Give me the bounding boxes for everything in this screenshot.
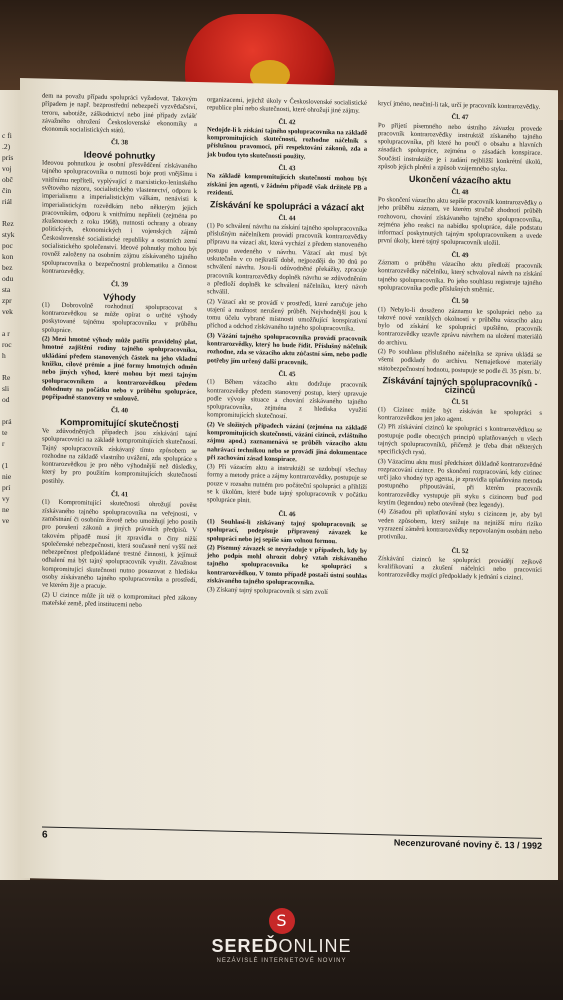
article-number: Čl. 47 xyxy=(451,114,469,122)
section-heading: Ideové pohnutky xyxy=(83,149,156,161)
paragraph: Po přijetí písemného nebo ústního závazku provede pracovník kontrarozvědky instruktáž získaného tajného spolupracovníka, při které ho poučí o obsahu a hlavních zásadách spolupráce, zejména o zásadách konspirace. Součástí instruktáže je i zadání nejbližší konkrétní úkolů, způsob jejich plnění a způsob vzájemného styku. xyxy=(378,121,542,174)
paragraph: (1) Po schválení návrhu na získání tajného spolupracovníka příslušným náčelníkem provádí pracovník kontrarozvědky přípravu na vázací akt, která vychází z předem stanoveného postupu uvedeného v návrhu. Vázací akt musí být uskutečněn v co nejkratší době, nejpozději do 30 dnů po schválení návrhu. Jsou-li odůvodněné překážky, zpracuje pracovník kontrarozvědky doplněk návrhu se zdůvodněním a předloží doplněk ke schválení náčelníku, který návrh schválil. xyxy=(207,222,367,296)
newspaper-page xyxy=(20,78,558,890)
section-heading: Získávání ke spolupráci a vázací akt xyxy=(209,199,365,214)
paragraph: Po skončení vázacího aktu sepíše pracovník kontrarozvědky o jeho průběhu záznam, ve kterém stručně zhodnotí průběh rozhovoru, chování získávaného tajného spolupracovníka, zejména jeho reakci na nabídku spolupráce, dále podstatu informací poskytnutých tajným spolupracovníkem a uvede první úkoly, které tajný spolupracovník uložil. xyxy=(378,196,542,248)
article-number: Čl. 49 xyxy=(451,251,469,259)
watermark-brand: SEREĎONLINE xyxy=(211,936,352,956)
paragraph: (4) Zásadou při uplatňování styku s cizincem je, aby byl veden způsobem, který snižuje na nejnižší míru riziko vyzrazení záměrů kontrarozvědky nepovolaným osobám nebo protivníku. xyxy=(378,508,542,542)
paragraph: Ideovou pohnutkou je osobní přesvědčení získávaného tajného spolupracovníka o nutnosti boje proti vnějšímu i vnitřnímu nepříteli, vyplývající z marxisticko-leninského světového názoru, socialistického vlastenectví, odporu k imperialismu a imperialistickým válkám, nenávisti k imperialistickým rozvědkám nebo některým jejich pracovníkům, odporu k vnitřnímu nepříteli (zejména po zkušenostech z roku 1968), nutnosti ochrany a obrany politických, ekonomických i vojenských zájmů Československé socialistické republiky a ostatních zemí socialistického společenství. Ideové pohnutky mohou být rovněž založeny na osobním zájmu získávaného tajného spolupracovníka o bezpečnostní problematiku a činnost kontrarozvědky. xyxy=(42,159,197,276)
paragraph: (2) Po souhlasu příslušného náčelníka se zpráva ukládá se všemi podklady do archivu. Nemajetkové materiály státobezpečnostní hodnotu, postupuje se podle čl. 35 písm. b/. xyxy=(378,348,542,376)
article-number: Čl. 48 xyxy=(451,188,469,196)
paragraph: (2) Mezi hmotné výhody může patřit pravidelný plat, hmotné zajištění rodiny tajného spolupracovníka, ukládání předem stanovených částek na jeho vkladní knížku, cílové prémie a jiné formy hmotných odměn nebo jiných výhod, které mohou být mezi tajným spolupracovníkem a kontrarozvědkou předem dohodnuty na počátku nebo v průběhu spolupráce, popřípadně stanoveny ve smlouvě. xyxy=(42,335,197,403)
paragraph: Ve zdůvodněných případech jsou získávání tajní spolupracovníci na základě kompromitujících skutečností. Tajný spolupracovník získávaný tímto způsobem se rozhodne na základě vlastního uvážení, zda spolupráce s kontrarozvědkou je pro něho výhodnější než důsledky, který by pro použitím kompromitujících skutečností postihly. xyxy=(42,427,197,485)
paragraph: (1) Souhlasí-li získávaný tajný spolupracovník se spoluprací, podepisuje připravený závazek ke spolupráci nebo jej sepíše sám volnou formou. xyxy=(207,518,367,545)
paragraph: Získávání cizinců ke spolupráci provádějí zejkově kvalifikovaní a zkušení náčelníci nebo pracovníci kontrarozvědky majíci předpoklady k jednání s cizinci. xyxy=(378,554,542,582)
paragraph: (1) Během vázacího aktu dodržuje pracovník kontrarozvědky předem stanovený postup, který upravuje podle vývoje situace a chování získávaného tajného spolupracovníka, zejména z hlediska využití kompromitujících skutečností. xyxy=(207,378,367,421)
article-number: Čl. 39 xyxy=(111,281,128,289)
paragraph: (2) Při získávání cizinců ke spolupráci s kontrarozvědkou se postupuje podle obecných principů uplatňovaných u všech tajných spolupracovníků, přičemž je třeba dbát některých specifických rysů. xyxy=(378,423,542,457)
article-number: Čl. 52 xyxy=(451,547,469,555)
paragraph: (2) Ve složitých případech vázání (zejména na základě kompromitujících skutečností, vázání cizinců, zvláštního zájmu apod.) zaznamenává se průběh vázacího aktu nahrávací technikou nebo se provádí jiná dokumentace při zachování zásad konspirace. xyxy=(207,420,367,464)
paragraph: (2) Vázací akt se provádí v prostředí, které zaručuje jeho utajení a možnost nerušený průběh. Nejvhodnější jsou k tomu účelu vybrané místnosti umožňující konspirativní příchod a odchod získávaného tajného spolupracovníka. xyxy=(207,297,367,334)
paragraph: (3) Při vázacím aktu a instruktáži se uzdobují všechny formy a metody práce a zájmy kontrarozvědky, postupuje se pouze v rozsahu nutném pro počáteční spolupráci a přihlíží se k úkolům, které bude tajný spolupracovník v počátku spolupráce plnit. xyxy=(207,463,367,505)
article-number: Čl. 41 xyxy=(111,491,128,499)
page-number: 6 xyxy=(42,829,48,841)
article-number: Čl. 42 xyxy=(278,118,296,126)
article-number: Čl. 51 xyxy=(451,398,469,406)
article-columns xyxy=(42,92,542,833)
section-heading: Výhody xyxy=(103,291,136,303)
paragraph: (2) U cizince může jít též o kompromitaci před zákony mateřské země, před institucemi nebo xyxy=(42,591,197,609)
article-number: Čl. 40 xyxy=(111,407,128,415)
section-heading: Kompromitující skutečnosti xyxy=(60,416,179,430)
column-3 xyxy=(378,100,542,584)
paragraph: krycí jméno, neučiní-li tak, určí je pracovník kontrarozvědky. xyxy=(378,100,541,111)
paragraph: (1) Dobrovolně rozhodnutí spolupracovat s kontrarozvědkou se může opírat o určité výhody poskytované tajnému spolupracovníku v průběhu spolupráce. xyxy=(42,301,197,334)
paragraph: Nedojde-li k získání tajného spolupracovníka na základě kompromitujících skutečností, rozhodne náčelník s příslušnou pravomocí, při respektování zákonů, zda a jak budou tyto skutečnosti použity. xyxy=(207,126,367,161)
publication-name: Necenzurované noviny č. 13 / 1992 xyxy=(393,837,542,851)
paragraph: (3) Vázacímu aktu musí předcházet důkladně kontrarozvědné rozpracování cizince. Po skončení rozpracování, kdy cizinec určí jako vhodný typ agenta, je zpravidla uplatňována metoda postupného připoutávání, při kterém pracovník kontrarozvědky vystupuje při styku s cizincem buď pod krytím (legendou) nebo otevřeně (bez legendy). xyxy=(378,457,542,510)
paragraph: (2) Písemný závazek se nevyžaduje v případech, kdy by jeho podpis mohl ohrozit dobrý vztah získávaného tajného spolupracovníka ke spolupráci s kontrarozvědkou. V tomto případě postačí ústní souhlas získávaného tajného spolupracovníka. xyxy=(207,544,367,587)
section-heading: Ukončení vázacího aktu xyxy=(408,174,512,187)
s-logo-icon: S xyxy=(269,908,295,934)
paragraph: (3) Získaný tajný spolupracovník si sám zvolí xyxy=(207,586,328,597)
section-heading: Získávání tajných spolupracovníků - cizinců xyxy=(382,375,538,396)
article-number: Čl. 46 xyxy=(278,510,296,518)
column-2 xyxy=(207,96,367,599)
watermark xyxy=(0,908,563,964)
paragraph: Záznam o průběhu vázacího aktu předloží pracovník kontrarozvědky náčelníku, který schvaloval návrh na získání tajného spolupracovníka. Po jeho souhlasu registruje tajného spolupracovníka podle příslušných směrnic. xyxy=(378,259,542,294)
article-number: Čl. 44 xyxy=(278,214,296,222)
paragraph: dem na považu případu spolupráci vyžadovat. Takovým případem je např. bezprostřední nebezpečí vyzvědačství, teroru, sabotáže, záškodnictví nebo jiné případy zvlášť závažného ohrožení Československé ekonomiky a ekonomik socialistických států. xyxy=(42,92,197,135)
left-margin-fragments: c fi .2) prís voj obč čin riál Rez styk poc kon bez odu sta zpr vek a r roc h Re sli od prá te r (1 nie prí vy ne ve xyxy=(2,131,15,525)
column-1 xyxy=(42,92,197,612)
paragraph: (1) Cizinec může být získáván ke spolupráci s kontrarozvědkou jen jako agent. xyxy=(378,405,542,424)
article-number: Čl. 50 xyxy=(451,298,469,306)
paragraph: Na základě kompromitujících skutečností mohou být získáni jen agenti, v žádném případě však držitelé PB a rezidenti. xyxy=(207,172,367,197)
article-number: Čl. 38 xyxy=(111,139,128,147)
paragraph: organizacemi, jejichž úkoly v Československé socialistické republice plní nebo skutečnosti, které ohrožují jiné zájmy. xyxy=(207,96,367,116)
paragraph: (1) Kompromitující skutečnosti ohrožují pověst získávaného tajného spolupracovníka na veřejnosti, v zaměstnání či osobním životě nebo umožňují jeho postih pro porušení zákonů a jiných právních předpisů. V takovém případě musí jít zpravidla o činy nižší společenské nebezpečnosti, která současně není vyšší než nebezpečnost předpokládané trestné činnosti, k jejímuž odhalení má být tajný spolupracovník využit. Závažnost kompromitující skutečnosti nutno posuzovat z hlediska osoby získávaného tajného spolupracovníka a prostředí, ve kterém žije a pracuje. xyxy=(42,498,197,591)
article-number: Čl. 45 xyxy=(278,370,296,379)
paragraph: (1) Nebylo-li dosaženo záznamu ke spolupráci nebo za takové nové vzniklých okolností v průběhu vázacího aktu bylo od získání ke spolupráci upuštěno, pracovník kontrarozvědky uzavře zprávu návrhem na uložení materiálů do archivu. xyxy=(378,305,542,347)
watermark-tagline: NEZÁVISLÉ INTERNETOVÉ NOVINY xyxy=(216,958,347,964)
paragraph: (3) Vázání tajného spolupracovníka provádí pracovník kontrarozvědky, který ho bude řídit. Příslušný náčelník rozhodne, zda se vázacího aktu zúčastní sám, nebo podle potřeby jím určený další pracovník. xyxy=(207,331,367,367)
article-number: Čl. 43 xyxy=(278,164,296,173)
